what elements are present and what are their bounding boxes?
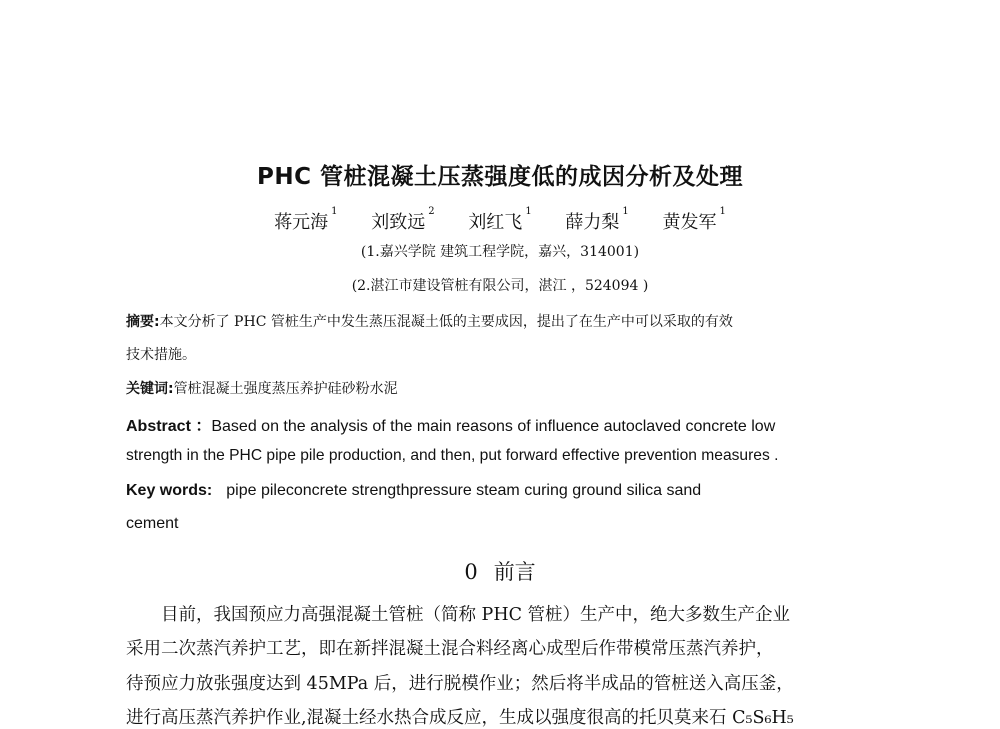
abstract-cn-text: 本文分析了 PHC 管桩生产中发生蒸压混凝土低的主要成因，提出了在生产中可以采取的有效 <box>159 314 733 330</box>
author: 黄发军$^1$ <box>662 206 726 233</box>
abstract-en <box>126 413 906 436</box>
abstract-cn-label: 摘要: <box>126 314 160 330</box>
abstract-en-continued: strength in the PHC pipe pile production, and then, put forward effective prevention measures . <box>126 447 779 464</box>
abstract-cn-continued: 技术措施。 <box>126 347 196 363</box>
body-paragraph-line: 进行高压蒸汽养护作业,混凝土经水热合成反应，生成以强度很高的托贝莫来石 C₅S₆H₅ <box>126 708 794 728</box>
section-heading <box>0 556 1000 586</box>
abstract-en-text: Based on the analysis of the main reasons of influence autoclaved concrete low <box>211 418 776 435</box>
body-paragraph-line: 目前，我国预应力高强混凝土管桩（简称 PHC 管桩）生产中，绝大多数生产企业 <box>126 605 791 625</box>
keywords-en-continued: cement <box>126 515 179 532</box>
keywords-en-text: pipe pileconcrete strengthpressure steam curing ground silica sand <box>226 482 702 499</box>
author-list <box>0 208 1000 234</box>
abstract-en-label: Abstract ： <box>126 418 212 435</box>
keywords-en <box>126 482 906 500</box>
abstract-cn <box>126 311 906 331</box>
author: 刘红飞$^1$ <box>468 206 532 233</box>
keywords-en-label: Key words: <box>126 482 213 499</box>
keywords-cn-text: 管桩混凝土强度蒸压养护硅砂粉水泥 <box>173 381 398 397</box>
section-title: 前言 <box>493 560 536 584</box>
author: 刘致远$^2$ <box>371 206 435 233</box>
keywords-cn <box>126 378 906 398</box>
paper-title: PHC 管桩混凝土压蒸强度低的成因分析及处理 <box>257 164 743 190</box>
affiliation-2: (2.湛江市建设管桩有限公司，湛江 ，524094 ) <box>351 278 649 294</box>
keywords-cn-label: 关键词: <box>126 381 174 397</box>
author: 蒋元海$^1$ <box>274 206 338 233</box>
affiliation-1: (1.嘉兴学院 建筑工程学院，嘉兴，314001) <box>360 244 640 260</box>
body-paragraph-line: 待预应力放张强度达到 45MPa 后，进行脱模作业；然后将半成品的管桩送入高压釜， <box>126 674 794 694</box>
author: 薛力梨$^1$ <box>565 206 629 233</box>
section-number: 0 <box>464 560 478 584</box>
body-paragraph-line: 采用二次蒸汽养护工艺，即在新拌混凝土混合料经离心成型后作带模常压蒸汽养护， <box>126 639 774 659</box>
